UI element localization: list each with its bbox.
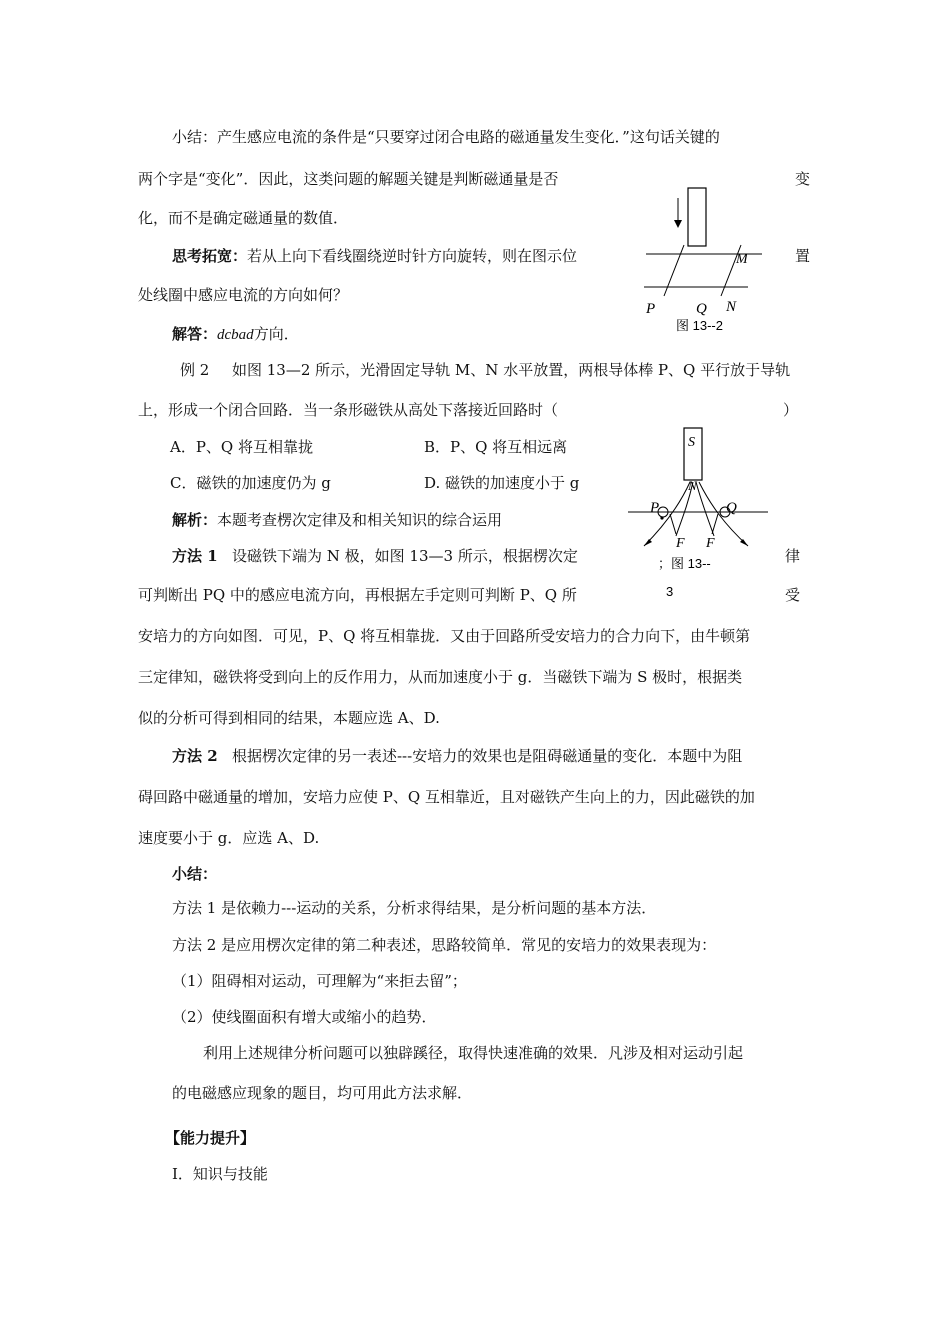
analysis-label: 解析： [172, 511, 218, 529]
method2-line-1 [172, 746, 742, 766]
summary2-para-2: 的电磁感应现象的题目，均可用此方法求解． [172, 1084, 473, 1102]
answer-line [172, 324, 299, 345]
example-line-1: 如图 13—2 所示，光滑固定导轨 M、N 水平放置，两根导体棒 P、Q 平行放于导轨 [232, 361, 791, 379]
method1-line-2: 可判断出 PQ 中的感应电流方向，再根据左手定则可判断 P、Q 所 [138, 586, 577, 604]
method2-label: 方法 2 [172, 747, 218, 765]
label-n: N [688, 478, 697, 493]
figure-13-2-caption: 图 13--2 [676, 318, 723, 333]
method1-line-3: 安培力的方向如图．可见，P、Q 将互相靠拢．又由于回路所受安培力的合力向下，由牛顿第 [138, 627, 751, 645]
summary-line-3: 化，而不是确定磁通量的数值． [138, 209, 349, 227]
analysis-line [172, 510, 502, 530]
figure-13-3 [622, 424, 772, 604]
summary-line-1: 小结：产生感应电流的条件是“只要穿过闭合电路的磁通量发生变化．”这句话关键的 [172, 128, 720, 146]
summary2-label: 小结： [172, 865, 218, 883]
method1-line-4: 三定律知，磁铁将受到向上的反作用力，从而加速度小于 g．当磁铁下端为 S 极时，根据类 [138, 668, 743, 686]
rod-p [664, 245, 684, 296]
method1-line-5: 似的分析可得到相同的结果，本题应选 A、D. [138, 709, 440, 727]
think-tail: 置 [795, 247, 811, 265]
summary2-line-1: 方法 1 是依赖力---运动的关系，分析求得结果，是分析问题的基本方法． [172, 899, 657, 917]
force-arrow-p [670, 514, 676, 534]
method2-line-2: 碍回路中磁通量的增加，安培力应使 P、Q 互相靠近，且对磁铁产生向上的力，因此磁铁的加 [138, 788, 755, 806]
method1-line-2-tail: 受 [785, 586, 801, 604]
answer-label: 解答： [172, 325, 218, 343]
label-q: Q [696, 301, 707, 317]
method1-text-1: 设磁铁下端为 N 极，如图 13—3 所示，根据楞次定 [231, 547, 578, 565]
figure-13-3-caption-b: 3 [666, 584, 674, 599]
example-label: 例 2 [180, 361, 210, 379]
label-p: P [646, 301, 656, 317]
analysis-text: 本题考查楞次定律及和相关知识的综合运用 [217, 511, 503, 529]
option-d: D. 磁铁的加速度小于 g [424, 474, 580, 492]
label-m: M [736, 252, 748, 267]
summary2-line-2: 方法 2 是应用楞次定律的第二种表述，思路较简单．常见的安培力的效果表现为： [172, 936, 717, 954]
option-b: B．P、Q 将互相远离 [424, 438, 568, 456]
field-line-3 [696, 482, 714, 536]
method1-label: 方法 1 [172, 547, 218, 565]
label-n: N [726, 299, 737, 315]
figure-13-3-drawing [622, 424, 772, 604]
label-s: S [688, 435, 695, 450]
method2-line-3: 速度要小于 g．应选 A、D. [138, 829, 320, 847]
label-p: P [650, 500, 660, 516]
answer-suffix: 方向． [253, 325, 299, 343]
magnet-bar [688, 188, 706, 246]
section-title: 【能力提升】 [165, 1129, 256, 1147]
section-subtitle: Ⅰ．知识与技能 [172, 1165, 268, 1183]
summary-line-2-tail: 变 [795, 170, 811, 188]
option-c: C．磁铁的加速度仍为 g [170, 474, 331, 492]
option-a: A．P、Q 将互相靠拢 [170, 438, 313, 456]
think-paragraph [172, 246, 577, 266]
field-arrow-1 [644, 539, 652, 546]
think-text: 若从上向下看线圈绕逆时针方向旋转，则在图示位 [247, 247, 578, 265]
think-line-2: 处线圈中感应电流的方向如何？ [138, 286, 349, 304]
figure-13-2 [636, 182, 776, 334]
force-arrow-q [712, 514, 718, 534]
label-f-left: F [676, 536, 685, 551]
summary2-para-1: 利用上述规律分析问题可以独辟蹊径，取得快速准确的效果．凡涉及相对运动引起 [203, 1044, 744, 1062]
answer-value: dcbad [217, 327, 254, 343]
summary2-item-2: （2）使线圈面积有增大或缩小的趋势． [172, 1008, 437, 1026]
label-f-right: F [706, 536, 715, 551]
method1-line-1 [172, 546, 578, 566]
rod-p-dot [660, 516, 663, 519]
example-line-2: 上，形成一个闭合回路．当一条形磁铁从高处下落接近回路时（ [138, 401, 559, 419]
label-q: Q [726, 500, 737, 516]
summary2-item-1: （1）阻碍相对运动，可理解为“来拒去留”； [172, 972, 467, 990]
method2-text-1: 根据楞次定律的另一表述---安培力的效果也是阻碍磁通量的变化．本题中为阻 [231, 747, 743, 765]
summary-line-2: 两个字是“变化”．因此，这类问题的解题关键是判断磁通量是否 [138, 170, 559, 188]
example-paren-close: ） [783, 401, 799, 419]
figure-13-2-drawing [636, 182, 776, 334]
method1-line-1-tail: 律 [785, 547, 801, 565]
figure-13-3-caption-a: ；图 13-- [658, 556, 711, 571]
fall-arrow-head [674, 220, 682, 228]
think-label: 思考拓宽： [172, 247, 248, 265]
